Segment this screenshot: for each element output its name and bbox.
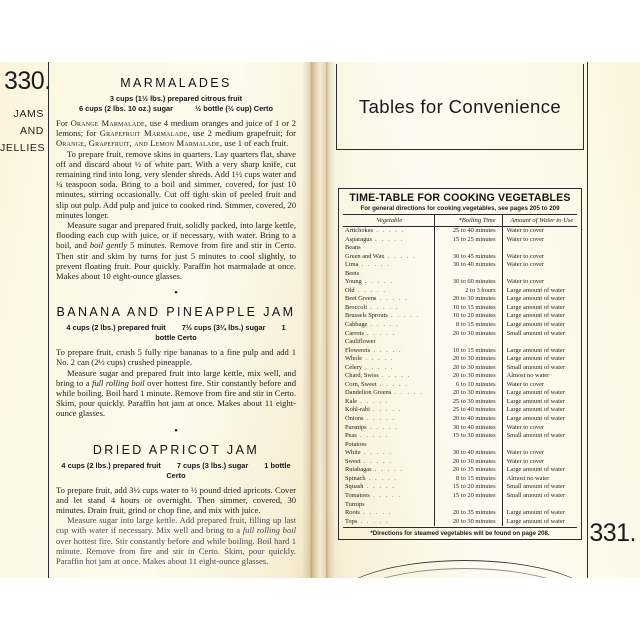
cell-water-amount: Large amount of water <box>506 355 565 363</box>
cell-water-amount: Small amount of water <box>506 491 565 499</box>
section-label-line-3: JELLIES <box>0 142 46 154</box>
table-header-row <box>343 215 577 227</box>
cell-boiling-time: 30 to 60 minutes <box>434 278 502 287</box>
part-title: Tables for Convenience <box>358 95 562 117</box>
cell-water-amount: Almost no water <box>506 372 550 380</box>
cell-water-amount: Large amount of water <box>506 415 565 423</box>
cell-boiling-time: 8 to 15 minutes <box>434 321 502 330</box>
cell-boiling-time: 20 to 30 minutes <box>434 295 502 304</box>
recipe-title: BANANA AND PINEAPPLE JAM <box>56 305 296 320</box>
table-title: TIME-TABLE FOR COOKING VEGETABLES <box>349 192 571 204</box>
cell-vegetable: Corn, Sweet . . . . . <box>343 381 434 390</box>
cell-boiling-time: 10 to 15 minutes <box>434 304 502 313</box>
recipe-paragraph: To prepare fruit, add 3½ cups water to ½ pound dried apricots. Cover and let stand 4 hours or overnight. Then simmer, covered, 30 minutes. Drain fruit, grind or chop fine, and mix with juice. <box>56 484 296 516</box>
cell-vegetable: Peas . . . . . <box>343 432 434 441</box>
cell-vegetable: Green and Wax . . . . . <box>343 253 434 262</box>
ingredient-line <box>56 104 296 114</box>
cell-water-amount: Large amount of water <box>506 406 565 414</box>
cell-vegetable: Beet Greens . . . . . <box>343 295 434 304</box>
table-row <box>343 304 577 313</box>
cell-boiling-time: 15 to 20 minutes <box>434 492 502 501</box>
recipe-banana-pineapple-jam <box>56 305 296 418</box>
cell-vegetable: Rutabagas . . . . . <box>343 466 434 475</box>
book-spread <box>0 62 640 578</box>
cell-boiling-time: 25 to 30 minutes <box>434 398 502 407</box>
table-row <box>343 261 577 270</box>
cell-vegetable: Dandelion Greens . . . . . <box>343 389 434 398</box>
table-row <box>343 321 577 330</box>
cell-water-amount: Large amount of water <box>506 466 565 474</box>
ingredient-sugar: 7½ cups (3¼ lbs.) sugar <box>181 323 266 333</box>
cell-vegetable: Flowerets . . . . . <box>343 347 434 356</box>
recipe-paragraph: To prepare fruit, remove skins in quarters. Lay quarters flat, shave off and discard about ½ of white part. With a very sharp knife, cut remaining rind into long, very slender shreds. Add 1½ cups water and ¼ teaspoon soda. Bring to a boil and simmer, covered, for just 10 minutes, stirring occasionally. Cut off tight skin of peeled fruit and slip out pulp. Add pulp and juice to cooked rind. Simmer, covered, 20 minutes longer. <box>56 148 296 220</box>
table-row <box>343 406 577 415</box>
cell-boiling-time: 30 to 40 minutes <box>434 261 502 270</box>
book-gutter <box>312 62 326 578</box>
recipe-dried-apricot-jam <box>56 443 296 567</box>
cell-boiling-time: 10 to 15 minutes <box>434 347 502 356</box>
column-header-water: Amount of Water to Use <box>502 215 577 227</box>
bullet-separator: • <box>174 287 178 300</box>
ingredient-line: 3 cups (1½ lbs.) prepared citrous fruit <box>109 94 243 103</box>
cell-boiling-time: 25 to 40 minutes <box>434 227 502 236</box>
recipe-title: MARMALADES <box>120 76 232 90</box>
cell-boiling-time: 20 to 35 minutes <box>434 509 502 518</box>
table-row <box>343 424 577 433</box>
cell-water-amount: Water to cover <box>506 261 545 269</box>
table-row <box>343 432 577 441</box>
cell-boiling-time: 20 to 35 minutes <box>434 466 502 475</box>
cell-water-amount: Large amount of water <box>506 517 565 525</box>
table-row <box>343 278 577 287</box>
cell-water-amount <box>502 501 577 510</box>
cell-water-amount: Large amount of water <box>506 509 565 517</box>
ingredient-sugar: 7 cups (3 lbs.) sugar <box>176 460 249 470</box>
table-row <box>343 312 577 321</box>
cell-vegetable: Kohl-rabi . . . . . <box>343 406 434 415</box>
cell-vegetable: Chard, Swiss . . . . . <box>343 372 434 381</box>
cell-vegetable: Spinach . . . . . <box>343 475 434 484</box>
table-row <box>343 389 577 398</box>
cell-water-amount: Water to cover <box>506 457 545 465</box>
cell-vegetable: Brussels Sprouts . . . . . <box>343 312 434 321</box>
cell-boiling-time: 20 to 30 minutes <box>434 364 502 373</box>
part-title-panel <box>336 64 584 150</box>
cell-vegetable: White . . . . . <box>343 449 434 458</box>
table-row <box>343 466 577 475</box>
table-row <box>343 492 577 501</box>
table-row <box>343 518 577 527</box>
cell-boiling-time: 20 to 30 minutes <box>434 389 502 398</box>
cell-boiling-time: 20 to 30 minutes <box>434 330 502 339</box>
table-row <box>343 372 577 381</box>
ingredient-certo: 1 bottle Certo <box>155 323 286 343</box>
cell-boiling-time <box>434 441 502 450</box>
table-row <box>343 270 577 279</box>
cell-water-amount: Large amount of water <box>506 321 565 329</box>
table-row <box>343 338 577 347</box>
cell-boiling-time: 30 to 40 minutes <box>434 449 502 458</box>
table-row <box>343 449 577 458</box>
table-row <box>343 355 577 364</box>
cell-water-amount: Water to cover <box>506 227 545 234</box>
cell-water-amount: Large amount of water <box>506 312 565 320</box>
table-row <box>343 475 577 484</box>
right-page <box>326 62 640 578</box>
column-header-boiling-time: *Boiling Time <box>434 215 502 227</box>
table-row <box>343 501 577 510</box>
cell-water-amount: Water to cover <box>506 235 545 243</box>
table-row <box>343 295 577 304</box>
cell-water-amount <box>502 244 577 253</box>
thumb-index-rule <box>48 62 49 578</box>
cell-boiling-time: 20 to 30 minutes <box>434 372 502 381</box>
recipe-paragraph: Measure sugar and prepared fruit into large kettle, mix well, and bring to a full rolling boil over hottest fire. Stir constantly before and while boiling. Boil hard 1 minute. Remove from fire and stir in Certo. Skim, pour quickly. Paraffin hot jam at once. Makes about 11 eight-ounce glasses. <box>56 367 296 419</box>
table-row <box>343 381 577 390</box>
table-row <box>343 287 577 296</box>
left-page <box>0 62 312 578</box>
cell-vegetable: Broccoli . . . . . <box>343 304 434 313</box>
table-row <box>343 253 577 262</box>
ingredient-certo: ½ bottle (½ cup) Certo <box>195 104 274 113</box>
cell-vegetable: Roots . . . . . <box>343 509 434 518</box>
table-row <box>343 441 577 450</box>
cell-water-amount: Small amount of water <box>506 329 565 337</box>
cell-vegetable: Tomatoes . . . . . <box>343 492 434 501</box>
cell-water-amount: Large amount of water <box>506 389 565 397</box>
cell-boiling-time: 15 to 20 minutes <box>434 483 502 492</box>
section-label <box>0 106 44 157</box>
table-row <box>343 364 577 373</box>
cell-boiling-time: 30 to 40 minutes <box>434 424 502 433</box>
cell-water-amount: Large amount of water <box>506 303 565 311</box>
ingredient-fruit: 4 cups (2 lbs.) prepared fruit <box>66 323 166 333</box>
table-row <box>343 509 577 518</box>
recipe-ingredients <box>56 94 296 114</box>
table-heading <box>343 192 577 212</box>
cell-vegetable: Kale . . . . . <box>343 398 434 407</box>
section-label-line-2: AND <box>20 125 44 137</box>
cell-vegetable: Cauliflower <box>343 338 434 347</box>
cell-water-amount <box>502 270 577 279</box>
cell-vegetable: Squash . . . . . <box>343 483 434 492</box>
cell-vegetable: Onions . . . . . <box>343 415 434 424</box>
cell-vegetable: Carrots . . . . . <box>343 330 434 339</box>
table-row <box>343 244 577 253</box>
bullet-separator: • <box>174 424 178 437</box>
cell-water-amount: Large amount of water <box>506 295 565 303</box>
page-number-left: 330. <box>4 67 51 95</box>
cell-boiling-time: 30 to 45 minutes <box>434 253 502 262</box>
cell-boiling-time: 10 to 20 minutes <box>434 312 502 321</box>
ingredient-line <box>56 323 296 343</box>
cell-vegetable: Beets <box>343 270 434 279</box>
cell-boiling-time: 15 to 25 minutes <box>434 236 502 245</box>
cell-vegetable: Young . . . . . <box>343 278 434 287</box>
cell-vegetable: Asparagus . . . . . <box>343 236 434 245</box>
cell-vegetable: Turnips <box>343 501 434 510</box>
recipe-paragraph: For Orange Marmalade, use 4 medium oranges and juice of 1 or 2 lemons; for Grapefruit Marmalade, use 2 medium grapefruit; for Orange, Grapefruit, and Lemon Marmalade, use 1 of each fruit. <box>56 118 297 149</box>
cell-vegetable: Beans <box>343 244 434 253</box>
cell-water-amount: Large amount of water <box>506 397 565 405</box>
cell-water-amount: Water to cover <box>506 423 545 431</box>
cell-vegetable: Tops . . . . . <box>343 518 434 527</box>
table-subtitle: For general directions for cooking vegetables, see pages 205 to 209 <box>360 204 560 212</box>
cell-boiling-time <box>434 270 502 279</box>
ingredient-certo: 1 bottle Certo <box>166 460 291 480</box>
cell-boiling-time: 20 to 30 minutes <box>434 518 502 527</box>
table-footnote: *Directions for steamed vegetables will be found on page 208. <box>343 527 577 537</box>
recipe-ingredients <box>56 323 296 343</box>
ingredient-line <box>56 461 296 481</box>
page-number-right: 331. <box>589 519 636 547</box>
table-row <box>343 236 577 245</box>
cell-water-amount: Water to cover <box>506 252 545 260</box>
cell-vegetable: Parsnips . . . . . <box>343 424 434 433</box>
cell-water-amount: Large amount of water <box>506 286 565 294</box>
cell-boiling-time: 2 to 3 hours <box>434 287 502 296</box>
table-row <box>343 415 577 424</box>
cell-vegetable: Artichokes . . . . . <box>343 227 434 236</box>
cell-vegetable: Old . . . . . <box>343 287 434 296</box>
cell-water-amount: Small amount of water <box>506 432 565 440</box>
cell-vegetable: Whole . . . . . <box>343 355 434 364</box>
cell-water-amount: Water to cover <box>506 449 545 457</box>
section-label-line-1: JAMS <box>13 108 44 120</box>
cell-water-amount <box>502 441 577 450</box>
table-row <box>343 330 577 339</box>
cell-boiling-time <box>434 244 502 253</box>
cell-boiling-time: 20 to 30 minutes <box>434 458 502 467</box>
cell-water-amount: Small amount of water <box>506 483 565 491</box>
recipe-ingredients <box>56 461 296 481</box>
folio-rule <box>587 62 588 578</box>
cell-boiling-time: 20 to 30 minutes <box>434 355 502 364</box>
cell-boiling-time: 6 to 10 minutes <box>434 381 502 390</box>
ingredient-fruit: 4 cups (2 lbs.) prepared fruit <box>61 460 161 470</box>
cell-vegetable: Celery . . . . . <box>343 364 434 373</box>
table <box>343 215 577 527</box>
cell-boiling-time <box>434 338 502 347</box>
cell-boiling-time <box>434 501 502 510</box>
cell-vegetable: Cabbage . . . . . <box>343 321 434 330</box>
recipe-title: DRIED APRICOT JAM <box>92 442 260 457</box>
cell-water-amount: Large amount of water <box>506 346 565 354</box>
table-row <box>343 398 577 407</box>
left-text-column <box>56 70 296 566</box>
recipe-paragraph: Measure sugar and prepared fruit, solidly packed, into large kettle, flooding each cup with juice, or if necessary, with water. Bring to a boil, and boil gently 5 minutes. Remove from fire and stir in Certo. Then stir and skim by turns for just 5 minutes to cool slightly, to prevent floating fruit. Pour quickly. Paraffin hot marmalade at once. Makes about 10 eight-ounce glasses. <box>56 220 296 282</box>
cell-boiling-time: 25 to 40 minutes <box>434 406 502 415</box>
table-row <box>343 347 577 356</box>
recipe-paragraph: To prepare fruit, crush 5 fully ripe bananas to a fine pulp and add 1 No. 2 can (2½ cups) crushed pineapple. <box>56 347 296 368</box>
vegetable-time-table <box>338 188 582 540</box>
cell-boiling-time: 15 to 30 minutes <box>434 432 502 441</box>
table-row <box>343 483 577 492</box>
recipe-paragraph: Measure sugar into large kettle. Add prepared fruit, filling up last cup with water if necessary. Mix well and bring to a full rolling boil over hottest fire. Stir constantly before and while boiling. Boil hard 1 minute. Remove from fire and stir in Certo. Skim, pour quickly. Paraffin hot jam at once. Makes about 11 eight-ounce glasses. <box>56 515 296 567</box>
cell-boiling-time: 8 to 15 minutes <box>434 475 502 484</box>
cell-water-amount: Almost no water <box>506 474 550 482</box>
table-row <box>343 227 577 236</box>
cell-water-amount <box>502 338 577 347</box>
table-body <box>343 227 577 527</box>
cell-vegetable: Lima . . . . . <box>343 261 434 270</box>
cell-water-amount: Water to cover <box>506 380 545 388</box>
column-header-vegetable: Vegetable <box>343 215 434 227</box>
cell-water-amount: Small amount of water <box>506 363 565 371</box>
table-row <box>343 458 577 467</box>
cell-water-amount: Water to cover <box>506 278 545 286</box>
cell-boiling-time: 20 to 40 minutes <box>434 415 502 424</box>
cell-vegetable: Potatoes <box>343 441 434 450</box>
recipe-marmalades <box>56 76 296 281</box>
ingredient-sugar: 6 cups (2 lbs. 10 oz.) sugar <box>78 104 174 113</box>
cell-vegetable: Sweet . . . . . <box>343 458 434 467</box>
